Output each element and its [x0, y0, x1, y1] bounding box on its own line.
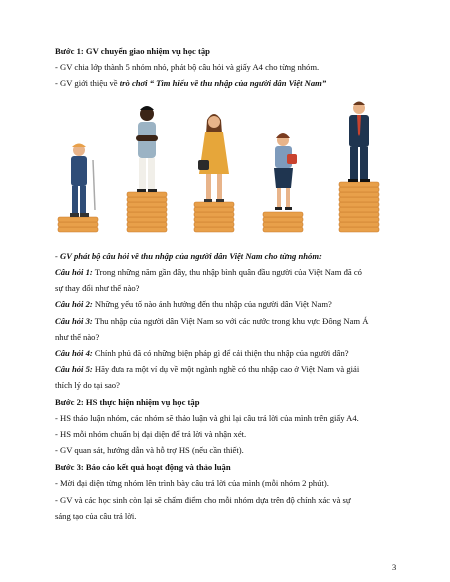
question-5-text: Hãy đưa ra một ví dụ về một ngành nghề có thu nhập cao ở Việt Nam và giải [92, 364, 360, 374]
question-4 [55, 347, 400, 359]
question-3-text: Thu nhập của người dân Việt Nam so với các nước trong khu vực Đông Nam Á [92, 316, 369, 326]
question-4-label: Câu hỏi 4: [55, 348, 93, 358]
question-1 [55, 266, 400, 278]
woman-figure-2 [198, 114, 229, 202]
page-number: 3 [392, 562, 397, 572]
coin-stack-5 [339, 182, 379, 232]
step2-line-2: - HS mỗi nhóm chuẩn bị đại diện để trả lời và nhận xét. [55, 429, 247, 439]
step1-line1: - GV chia lớp thành 5 nhóm nhỏ, phát bộ câu hỏi và giấy A4 cho từng nhóm. [55, 62, 320, 72]
coin-stack-3 [194, 202, 234, 232]
question-3 [55, 315, 400, 327]
coin-stack-1 [58, 217, 98, 232]
step1-heading: Bước 1: GV chuyển giao nhiệm vụ học tập [55, 46, 210, 56]
question-1-cont: sự thay đổi như thế nào? [55, 283, 140, 293]
question-5-label: Câu hỏi 5: [55, 364, 93, 374]
step2-line-3: - GV quan sát, hướng dẫn và hỗ trợ HS (nếu cần thiết). [55, 445, 244, 455]
coin-stack-4 [263, 212, 303, 232]
question-3-cont: như thế nào? [55, 332, 100, 342]
game-title: trò chơi “ Tìm hiểu về thu nhập của người dân Việt Nam” [119, 78, 327, 88]
question-5-cont: thích lý do tại sao? [55, 380, 120, 390]
question-4-text: Chính phủ đã có những biện pháp gì để cải thiện thu nhập của người dân? [92, 348, 349, 358]
step2-line-1: - HS thảo luận nhóm, các nhóm sẽ thảo luận và ghi lại câu trả lời của mình trên giấy A4. [55, 413, 359, 423]
step2-heading: Bước 2: HS thực hiện nhiệm vụ học tập [55, 397, 200, 407]
question-1-label: Câu hỏi 1: [55, 267, 93, 277]
businessman-figure [348, 102, 370, 183]
question-3-label: Câu hỏi 3: [55, 316, 93, 326]
questions-intro: - GV phát bộ câu hỏi về thu nhập của người dân Việt Nam cho từng nhóm: [55, 251, 322, 261]
question-5 [55, 363, 400, 375]
question-2 [55, 298, 400, 310]
step3-line-3: sáng tạo của câu trả lời. [55, 511, 137, 521]
step1-line2 [55, 77, 400, 89]
step3-line-2: - GV và các học sinh còn lại sẽ chấm điểm cho mỗi nhóm dựa trên độ chính xác và sự [55, 495, 351, 505]
step1-line2-prefix: - GV giới thiệu về [55, 78, 120, 88]
income-illustration [55, 100, 405, 235]
step3-heading: Bước 3: Báo cáo kết quả hoạt động và thảo luận [55, 462, 231, 472]
woman-figure-3 [274, 133, 297, 210]
question-1-text: Trong những năm gần đây, thu nhập bình quân đầu người của Việt Nam đã có [92, 267, 362, 277]
step3-line-1: - Mời đại diện từng nhóm lên trình bày câu trả lời của mình (mỗi nhóm 2 phút). [55, 478, 329, 488]
woman-figure-1 [136, 106, 158, 192]
coin-stack-2 [127, 192, 167, 232]
question-2-label: Câu hỏi 2: [55, 299, 93, 309]
worker-figure [70, 144, 95, 218]
question-2-text: Những yếu tố nào ảnh hưởng đến thu nhập của người dân Việt Nam? [92, 299, 332, 309]
